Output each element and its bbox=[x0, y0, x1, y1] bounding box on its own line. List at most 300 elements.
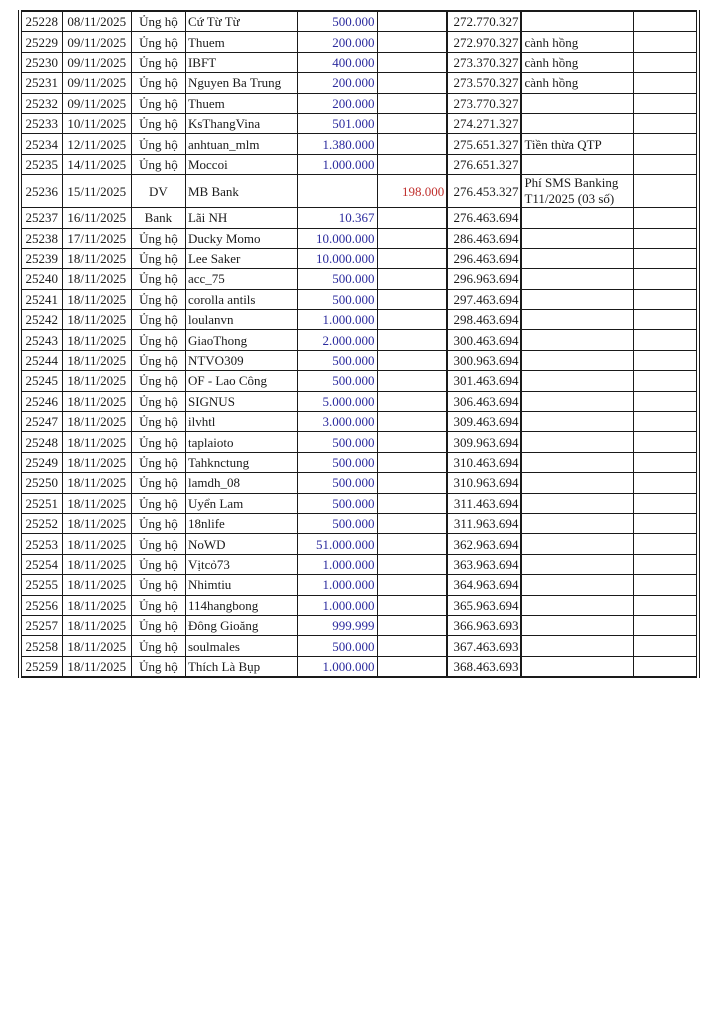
entry-note bbox=[521, 248, 633, 268]
expense-amount bbox=[377, 248, 447, 268]
entry-number: 25230 bbox=[20, 52, 62, 72]
entry-type: Ủng hộ bbox=[131, 575, 185, 595]
entry-date: 18/11/2025 bbox=[62, 371, 131, 391]
entry-number: 25250 bbox=[20, 473, 62, 493]
entry-type: Ủng hộ bbox=[131, 432, 185, 452]
donor-name: OF - Lao Công bbox=[185, 371, 297, 391]
extra-cell bbox=[634, 310, 698, 330]
income-amount: 1.000.000 bbox=[298, 554, 377, 574]
entry-date: 18/11/2025 bbox=[62, 493, 131, 513]
table-row bbox=[20, 228, 698, 248]
donor-name: MB Bank bbox=[185, 175, 297, 208]
extra-cell bbox=[634, 52, 698, 72]
expense-amount bbox=[377, 615, 447, 635]
income-amount: 5.000.000 bbox=[298, 391, 377, 411]
entry-note bbox=[521, 391, 633, 411]
table-row bbox=[20, 636, 698, 656]
donor-name: anhtuan_mlm bbox=[185, 134, 297, 154]
extra-cell bbox=[634, 595, 698, 615]
extra-cell bbox=[634, 473, 698, 493]
donor-name: Nguyen Ba Trung bbox=[185, 73, 297, 93]
entry-number: 25244 bbox=[20, 350, 62, 370]
table-row bbox=[20, 11, 698, 32]
entry-date: 18/11/2025 bbox=[62, 391, 131, 411]
entry-number: 25255 bbox=[20, 575, 62, 595]
income-amount: 200.000 bbox=[298, 73, 377, 93]
entry-note bbox=[521, 473, 633, 493]
donor-name: IBFT bbox=[185, 52, 297, 72]
running-balance: 300.963.694 bbox=[447, 350, 521, 370]
income-amount: 500.000 bbox=[298, 269, 377, 289]
entry-number: 25243 bbox=[20, 330, 62, 350]
income-amount: 1.000.000 bbox=[298, 310, 377, 330]
entry-note bbox=[521, 11, 633, 32]
donation-ledger-table bbox=[18, 10, 700, 678]
entry-date: 18/11/2025 bbox=[62, 452, 131, 472]
donor-name: Thuem bbox=[185, 93, 297, 113]
entry-number: 25256 bbox=[20, 595, 62, 615]
running-balance: 273.370.327 bbox=[447, 52, 521, 72]
entry-date: 18/11/2025 bbox=[62, 636, 131, 656]
entry-note bbox=[521, 269, 633, 289]
entry-note: cành hồng bbox=[521, 73, 633, 93]
extra-cell bbox=[634, 154, 698, 174]
entry-number: 25237 bbox=[20, 208, 62, 228]
expense-amount bbox=[377, 513, 447, 533]
income-amount: 1.000.000 bbox=[298, 595, 377, 615]
expense-amount bbox=[377, 432, 447, 452]
extra-cell bbox=[634, 113, 698, 133]
entry-date: 16/11/2025 bbox=[62, 208, 131, 228]
extra-cell bbox=[634, 412, 698, 432]
running-balance: 311.463.694 bbox=[447, 493, 521, 513]
entry-type: Ủng hộ bbox=[131, 154, 185, 174]
entry-note bbox=[521, 534, 633, 554]
donor-name: Lãi NH bbox=[185, 208, 297, 228]
entry-note bbox=[521, 595, 633, 615]
income-amount: 1.000.000 bbox=[298, 154, 377, 174]
donor-name: GiaoThong bbox=[185, 330, 297, 350]
entry-number: 25254 bbox=[20, 554, 62, 574]
entry-number: 25246 bbox=[20, 391, 62, 411]
entry-date: 18/11/2025 bbox=[62, 554, 131, 574]
donor-name: lamdh_08 bbox=[185, 473, 297, 493]
running-balance: 300.463.694 bbox=[447, 330, 521, 350]
entry-note bbox=[521, 310, 633, 330]
income-amount: 1.380.000 bbox=[298, 134, 377, 154]
donor-name: Uyển Lam bbox=[185, 493, 297, 513]
donor-name: Tahknctung bbox=[185, 452, 297, 472]
entry-note bbox=[521, 452, 633, 472]
extra-cell bbox=[634, 228, 698, 248]
expense-amount bbox=[377, 93, 447, 113]
table-row bbox=[20, 554, 698, 574]
extra-cell bbox=[634, 32, 698, 52]
expense-amount: 198.000 bbox=[377, 175, 447, 208]
entry-note: cành hồng bbox=[521, 32, 633, 52]
expense-amount bbox=[377, 473, 447, 493]
income-amount: 1.000.000 bbox=[298, 575, 377, 595]
entry-note bbox=[521, 208, 633, 228]
running-balance: 276.463.694 bbox=[447, 208, 521, 228]
entry-date: 18/11/2025 bbox=[62, 248, 131, 268]
extra-cell bbox=[634, 513, 698, 533]
table-row bbox=[20, 32, 698, 52]
running-balance: 310.463.694 bbox=[447, 452, 521, 472]
extra-cell bbox=[634, 93, 698, 113]
entry-type: Ủng hộ bbox=[131, 32, 185, 52]
entry-number: 25242 bbox=[20, 310, 62, 330]
entry-type: Ủng hộ bbox=[131, 134, 185, 154]
entry-date: 10/11/2025 bbox=[62, 113, 131, 133]
entry-number: 25239 bbox=[20, 248, 62, 268]
running-balance: 310.963.694 bbox=[447, 473, 521, 493]
entry-number: 25251 bbox=[20, 493, 62, 513]
table-row bbox=[20, 248, 698, 268]
running-balance: 286.463.694 bbox=[447, 228, 521, 248]
running-balance: 276.651.327 bbox=[447, 154, 521, 174]
entry-number: 25241 bbox=[20, 289, 62, 309]
running-balance: 364.963.694 bbox=[447, 575, 521, 595]
running-balance: 368.463.693 bbox=[447, 656, 521, 677]
donor-name: 18nlife bbox=[185, 513, 297, 533]
entry-type: Ủng hộ bbox=[131, 412, 185, 432]
extra-cell bbox=[634, 248, 698, 268]
table-row bbox=[20, 473, 698, 493]
running-balance: 276.453.327 bbox=[447, 175, 521, 208]
donor-name: 114hangbong bbox=[185, 595, 297, 615]
entry-type: Ủng hộ bbox=[131, 330, 185, 350]
entry-date: 18/11/2025 bbox=[62, 656, 131, 677]
entry-note bbox=[521, 228, 633, 248]
entry-type: Ủng hộ bbox=[131, 595, 185, 615]
entry-type: DV bbox=[131, 175, 185, 208]
income-amount: 3.000.000 bbox=[298, 412, 377, 432]
table-row bbox=[20, 350, 698, 370]
expense-amount bbox=[377, 575, 447, 595]
running-balance: 273.570.327 bbox=[447, 73, 521, 93]
extra-cell bbox=[634, 289, 698, 309]
donor-name: Thích Là Bụp bbox=[185, 656, 297, 677]
expense-amount bbox=[377, 350, 447, 370]
donor-name: acc_75 bbox=[185, 269, 297, 289]
extra-cell bbox=[634, 350, 698, 370]
entry-note bbox=[521, 656, 633, 677]
entry-type: Ủng hộ bbox=[131, 269, 185, 289]
expense-amount bbox=[377, 154, 447, 174]
extra-cell bbox=[634, 452, 698, 472]
entry-note bbox=[521, 93, 633, 113]
entry-note: Tiền thừa QTP bbox=[521, 134, 633, 154]
entry-date: 18/11/2025 bbox=[62, 289, 131, 309]
running-balance: 311.963.694 bbox=[447, 513, 521, 533]
table-row bbox=[20, 310, 698, 330]
extra-cell bbox=[634, 371, 698, 391]
entry-type: Ủng hộ bbox=[131, 452, 185, 472]
donor-name: loulanvn bbox=[185, 310, 297, 330]
entry-type: Ủng hộ bbox=[131, 310, 185, 330]
entry-note bbox=[521, 636, 633, 656]
entry-type: Ủng hộ bbox=[131, 391, 185, 411]
entry-number: 25229 bbox=[20, 32, 62, 52]
table-row bbox=[20, 330, 698, 350]
table-row bbox=[20, 52, 698, 72]
table-row bbox=[20, 269, 698, 289]
income-amount: 400.000 bbox=[298, 52, 377, 72]
expense-amount bbox=[377, 269, 447, 289]
entry-date: 09/11/2025 bbox=[62, 73, 131, 93]
table-row bbox=[20, 513, 698, 533]
entry-date: 18/11/2025 bbox=[62, 350, 131, 370]
income-amount: 500.000 bbox=[298, 452, 377, 472]
extra-cell bbox=[634, 269, 698, 289]
expense-amount bbox=[377, 330, 447, 350]
income-amount: 10.367 bbox=[298, 208, 377, 228]
entry-number: 25231 bbox=[20, 73, 62, 93]
expense-amount bbox=[377, 208, 447, 228]
entry-date: 09/11/2025 bbox=[62, 32, 131, 52]
entry-type: Ủng hộ bbox=[131, 656, 185, 677]
entry-type: Ủng hộ bbox=[131, 493, 185, 513]
extra-cell bbox=[634, 615, 698, 635]
entry-date: 14/11/2025 bbox=[62, 154, 131, 174]
income-amount: 200.000 bbox=[298, 93, 377, 113]
income-amount: 500.000 bbox=[298, 11, 377, 32]
income-amount: 2.000.000 bbox=[298, 330, 377, 350]
table-row bbox=[20, 412, 698, 432]
extra-cell bbox=[634, 175, 698, 208]
income-amount bbox=[298, 175, 377, 208]
running-balance: 273.770.327 bbox=[447, 93, 521, 113]
table-row bbox=[20, 208, 698, 228]
income-amount: 500.000 bbox=[298, 473, 377, 493]
entry-number: 25249 bbox=[20, 452, 62, 472]
entry-type: Ủng hộ bbox=[131, 473, 185, 493]
expense-amount bbox=[377, 656, 447, 677]
expense-amount bbox=[377, 73, 447, 93]
entry-date: 18/11/2025 bbox=[62, 269, 131, 289]
donor-name: Vịtcỏ73 bbox=[185, 554, 297, 574]
extra-cell bbox=[634, 554, 698, 574]
entry-note bbox=[521, 513, 633, 533]
entry-note bbox=[521, 154, 633, 174]
entry-date: 18/11/2025 bbox=[62, 575, 131, 595]
running-balance: 296.963.694 bbox=[447, 269, 521, 289]
entry-type: Ủng hộ bbox=[131, 371, 185, 391]
entry-number: 25232 bbox=[20, 93, 62, 113]
income-amount: 500.000 bbox=[298, 493, 377, 513]
income-amount: 500.000 bbox=[298, 350, 377, 370]
entry-type: Ủng hộ bbox=[131, 11, 185, 32]
entry-number: 25234 bbox=[20, 134, 62, 154]
entry-note bbox=[521, 371, 633, 391]
entry-note bbox=[521, 493, 633, 513]
running-balance: 309.463.694 bbox=[447, 412, 521, 432]
expense-amount bbox=[377, 391, 447, 411]
running-balance: 363.963.694 bbox=[447, 554, 521, 574]
table-row bbox=[20, 493, 698, 513]
entry-number: 25228 bbox=[20, 11, 62, 32]
entry-number: 25247 bbox=[20, 412, 62, 432]
entry-date: 08/11/2025 bbox=[62, 11, 131, 32]
table-row bbox=[20, 93, 698, 113]
income-amount: 10.000.000 bbox=[298, 248, 377, 268]
entry-date: 18/11/2025 bbox=[62, 534, 131, 554]
expense-amount bbox=[377, 134, 447, 154]
entry-type: Ủng hộ bbox=[131, 554, 185, 574]
running-balance: 365.963.694 bbox=[447, 595, 521, 615]
income-amount: 500.000 bbox=[298, 289, 377, 309]
table-row bbox=[20, 113, 698, 133]
extra-cell bbox=[634, 73, 698, 93]
table-row bbox=[20, 289, 698, 309]
income-amount: 200.000 bbox=[298, 32, 377, 52]
income-amount: 501.000 bbox=[298, 113, 377, 133]
entry-number: 25258 bbox=[20, 636, 62, 656]
entry-number: 25240 bbox=[20, 269, 62, 289]
table-row bbox=[20, 534, 698, 554]
entry-note bbox=[521, 554, 633, 574]
entry-type: Ủng hộ bbox=[131, 228, 185, 248]
expense-amount bbox=[377, 371, 447, 391]
running-balance: 274.271.327 bbox=[447, 113, 521, 133]
running-balance: 297.463.694 bbox=[447, 289, 521, 309]
income-amount: 500.000 bbox=[298, 636, 377, 656]
entry-date: 18/11/2025 bbox=[62, 595, 131, 615]
entry-date: 18/11/2025 bbox=[62, 615, 131, 635]
entry-type: Ủng hộ bbox=[131, 350, 185, 370]
entry-number: 25253 bbox=[20, 534, 62, 554]
entry-date: 09/11/2025 bbox=[62, 93, 131, 113]
entry-note bbox=[521, 289, 633, 309]
extra-cell bbox=[634, 432, 698, 452]
expense-amount bbox=[377, 452, 447, 472]
table-row bbox=[20, 73, 698, 93]
entry-date: 12/11/2025 bbox=[62, 134, 131, 154]
donor-name: Đông Gioăng bbox=[185, 615, 297, 635]
entry-number: 25257 bbox=[20, 615, 62, 635]
running-balance: 275.651.327 bbox=[447, 134, 521, 154]
donor-name: Lee Saker bbox=[185, 248, 297, 268]
donor-name: Thuem bbox=[185, 32, 297, 52]
expense-amount bbox=[377, 289, 447, 309]
extra-cell bbox=[634, 134, 698, 154]
donor-name: NoWD bbox=[185, 534, 297, 554]
extra-cell bbox=[634, 534, 698, 554]
entry-date: 18/11/2025 bbox=[62, 473, 131, 493]
entry-date: 15/11/2025 bbox=[62, 175, 131, 208]
entry-number: 25233 bbox=[20, 113, 62, 133]
entry-number: 25235 bbox=[20, 154, 62, 174]
expense-amount bbox=[377, 412, 447, 432]
donor-name: NTVO309 bbox=[185, 350, 297, 370]
expense-amount bbox=[377, 11, 447, 32]
extra-cell bbox=[634, 575, 698, 595]
table-row bbox=[20, 391, 698, 411]
expense-amount bbox=[377, 554, 447, 574]
entry-note bbox=[521, 575, 633, 595]
entry-type: Ủng hộ bbox=[131, 52, 185, 72]
income-amount: 999.999 bbox=[298, 615, 377, 635]
entry-type: Ủng hộ bbox=[131, 113, 185, 133]
table-row bbox=[20, 134, 698, 154]
entry-note bbox=[521, 412, 633, 432]
donor-name: ilvhtl bbox=[185, 412, 297, 432]
table-row bbox=[20, 615, 698, 635]
running-balance: 301.463.694 bbox=[447, 371, 521, 391]
entry-type: Bank bbox=[131, 208, 185, 228]
expense-amount bbox=[377, 534, 447, 554]
running-balance: 306.463.694 bbox=[447, 391, 521, 411]
entry-type: Ủng hộ bbox=[131, 289, 185, 309]
income-amount: 1.000.000 bbox=[298, 656, 377, 677]
entry-type: Ủng hộ bbox=[131, 513, 185, 533]
entry-note: cành hồng bbox=[521, 52, 633, 72]
running-balance: 272.970.327 bbox=[447, 32, 521, 52]
entry-note: Phí SMS Banking T11/2025 (03 số) bbox=[521, 175, 633, 208]
expense-amount bbox=[377, 113, 447, 133]
running-balance: 367.463.693 bbox=[447, 636, 521, 656]
entry-number: 25238 bbox=[20, 228, 62, 248]
entry-number: 25252 bbox=[20, 513, 62, 533]
table-row bbox=[20, 656, 698, 677]
entry-note bbox=[521, 615, 633, 635]
donor-name: Cứ Từ Từ bbox=[185, 11, 297, 32]
entry-type: Ủng hộ bbox=[131, 615, 185, 635]
expense-amount bbox=[377, 228, 447, 248]
donor-name: Moccoi bbox=[185, 154, 297, 174]
table-row bbox=[20, 452, 698, 472]
table-row bbox=[20, 371, 698, 391]
expense-amount bbox=[377, 32, 447, 52]
expense-amount bbox=[377, 636, 447, 656]
entry-date: 18/11/2025 bbox=[62, 412, 131, 432]
running-balance: 362.963.694 bbox=[447, 534, 521, 554]
expense-amount bbox=[377, 310, 447, 330]
extra-cell bbox=[634, 656, 698, 677]
table-row bbox=[20, 432, 698, 452]
entry-note bbox=[521, 432, 633, 452]
expense-amount bbox=[377, 493, 447, 513]
donor-name: Ducky Momo bbox=[185, 228, 297, 248]
donor-name: Nhimtiu bbox=[185, 575, 297, 595]
running-balance: 296.463.694 bbox=[447, 248, 521, 268]
income-amount: 10.000.000 bbox=[298, 228, 377, 248]
income-amount: 51.000.000 bbox=[298, 534, 377, 554]
entry-date: 18/11/2025 bbox=[62, 432, 131, 452]
income-amount: 500.000 bbox=[298, 513, 377, 533]
entry-type: Ủng hộ bbox=[131, 248, 185, 268]
extra-cell bbox=[634, 11, 698, 32]
entry-number: 25248 bbox=[20, 432, 62, 452]
table-row bbox=[20, 595, 698, 615]
entry-note bbox=[521, 330, 633, 350]
extra-cell bbox=[634, 391, 698, 411]
entry-number: 25259 bbox=[20, 656, 62, 677]
expense-amount bbox=[377, 52, 447, 72]
running-balance: 309.963.694 bbox=[447, 432, 521, 452]
expense-amount bbox=[377, 595, 447, 615]
entry-type: Ủng hộ bbox=[131, 93, 185, 113]
entry-date: 17/11/2025 bbox=[62, 228, 131, 248]
entry-date: 18/11/2025 bbox=[62, 310, 131, 330]
income-amount: 500.000 bbox=[298, 371, 377, 391]
running-balance: 298.463.694 bbox=[447, 310, 521, 330]
entry-type: Ủng hộ bbox=[131, 73, 185, 93]
table-row bbox=[20, 575, 698, 595]
donor-name: KsThangVina bbox=[185, 113, 297, 133]
ledger-body bbox=[20, 11, 698, 677]
